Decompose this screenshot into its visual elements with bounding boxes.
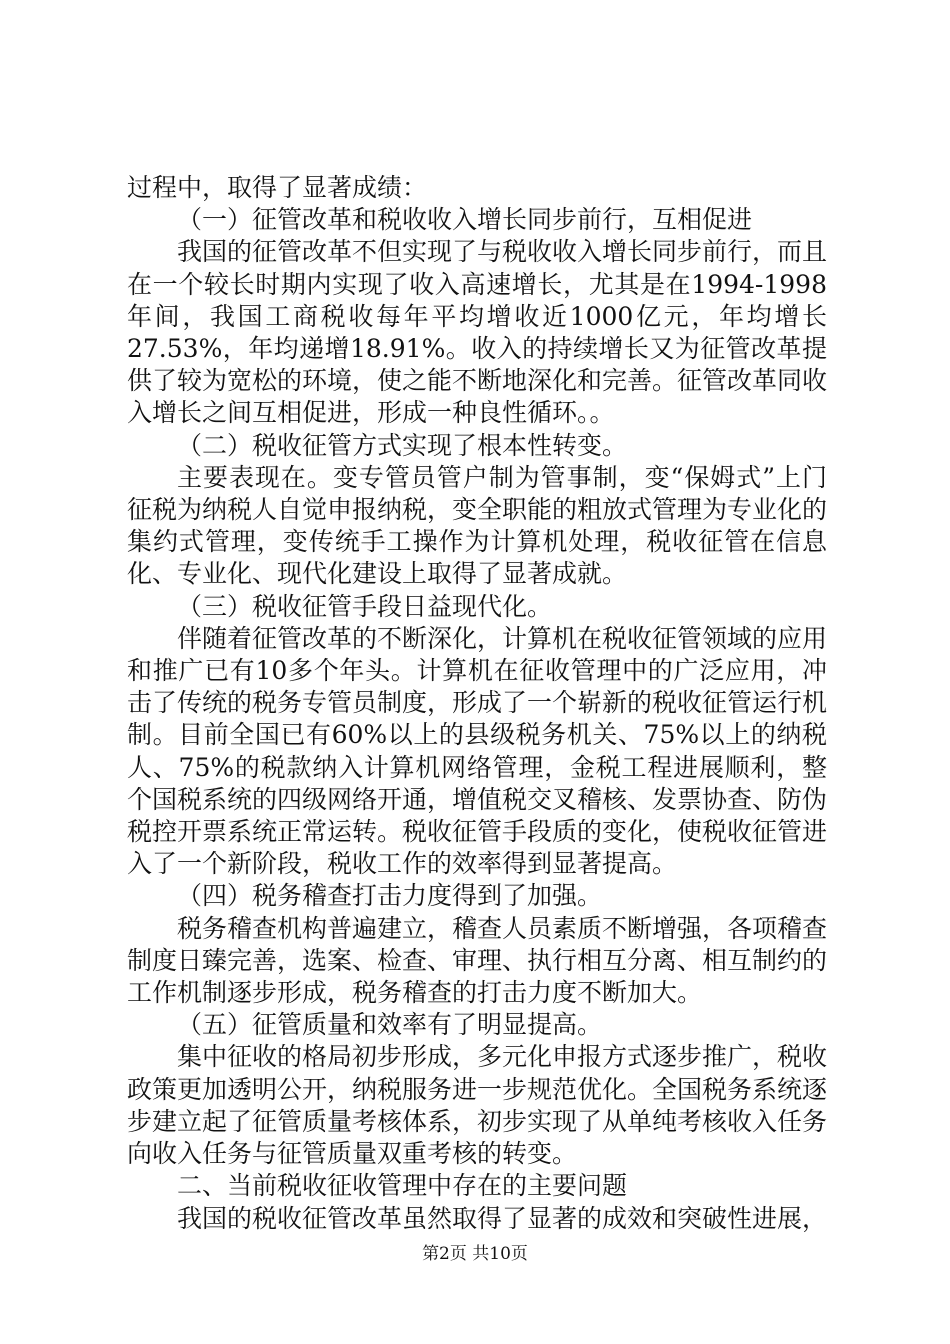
section-heading-5: （五）征管质量和效率有了明显提高。 (177, 1010, 603, 1040)
page-number: 第2页 共10页 (422, 1244, 528, 1264)
paragraph: 我国的税收征管改革虽然取得了显著的成效和突破性进展， (177, 1203, 828, 1233)
section-heading-4: （四）税务稽查打击力度得到了加强。 (177, 881, 603, 911)
paragraph: 主要表现在。变专管员管户制为管事制，变“保姆式”上门征税为纳税人自觉申报纳税，变全职能的粗放式管理为专业化的集约式管理，变传统手工操作为计算机处理，税收征管在信息化、专业化、现代化建设上取得了显著成就。 (127, 462, 828, 589)
document-body (127, 172, 827, 1235)
paragraph: 税务稽查机构普遍建立，稽查人员素质不断增强，各项稽查制度日臻完善，选案、检查、审理、执行相互分离、相互制约的工作机制逐步形成，税务稽查的打击力度不断加大。 (127, 913, 828, 1008)
section-heading-2: （二）税收征管方式实现了根本性转变。 (177, 430, 628, 460)
chapter-heading: 二、当前税收征收管理中存在的主要问题 (177, 1171, 628, 1201)
paragraph: 伴随着征管改革的不断深化，计算机在税收征管领域的应用和推广已有10多个年头。计算机在征收管理中的广泛应用，冲击了传统的税务专管员制度，形成了一个崭新的税收征管运行机制。目前全国已有60%以上的县级税务机关、75%以上的纳税人、75%的税款纳入计算机网络管理，金税工程进展顺利，整个国税系统的四级网络开通，增值税交叉稽核、发票协查、防伪税控开票系统正常运转。税收征管手段质的变化，使税收征管进入了一个新阶段，税收工作的效率得到显著提高。 (127, 623, 828, 879)
page-footer (0, 1243, 950, 1265)
paragraph-continuation: 过程中，取得了显著成绩： (127, 173, 428, 202)
paragraph: 集中征收的格局初步形成，多元化申报方式逐步推广，税收政策更加透明公开，纳税服务进一步规范优化。全国税务系统逐步建立起了征管质量考核体系，初步实现了从单纯考核收入任务向收入任务与征管质量双重考核的转变。 (127, 1042, 828, 1169)
section-heading-1: （一）征管改革和税收收入增长同步前行，互相促进 (177, 205, 753, 235)
section-heading-3: （三）税收征管手段日益现代化。 (177, 591, 553, 621)
paragraph: 我国的征管改革不但实现了与税收收入增长同步前行，而且在一个较长时期内实现了收入高速增长，尤其是在1994-1998年间，我国工商税收每年平均增收近1000亿元，年均增长27.53%，年均递增18.91%。收入的持续增长又为征管改革提供了较为宽松的环境，使之能不断地深化和完善。征管改革同收入增长之间互相促进，形成一种良性循环。。 (127, 237, 828, 428)
